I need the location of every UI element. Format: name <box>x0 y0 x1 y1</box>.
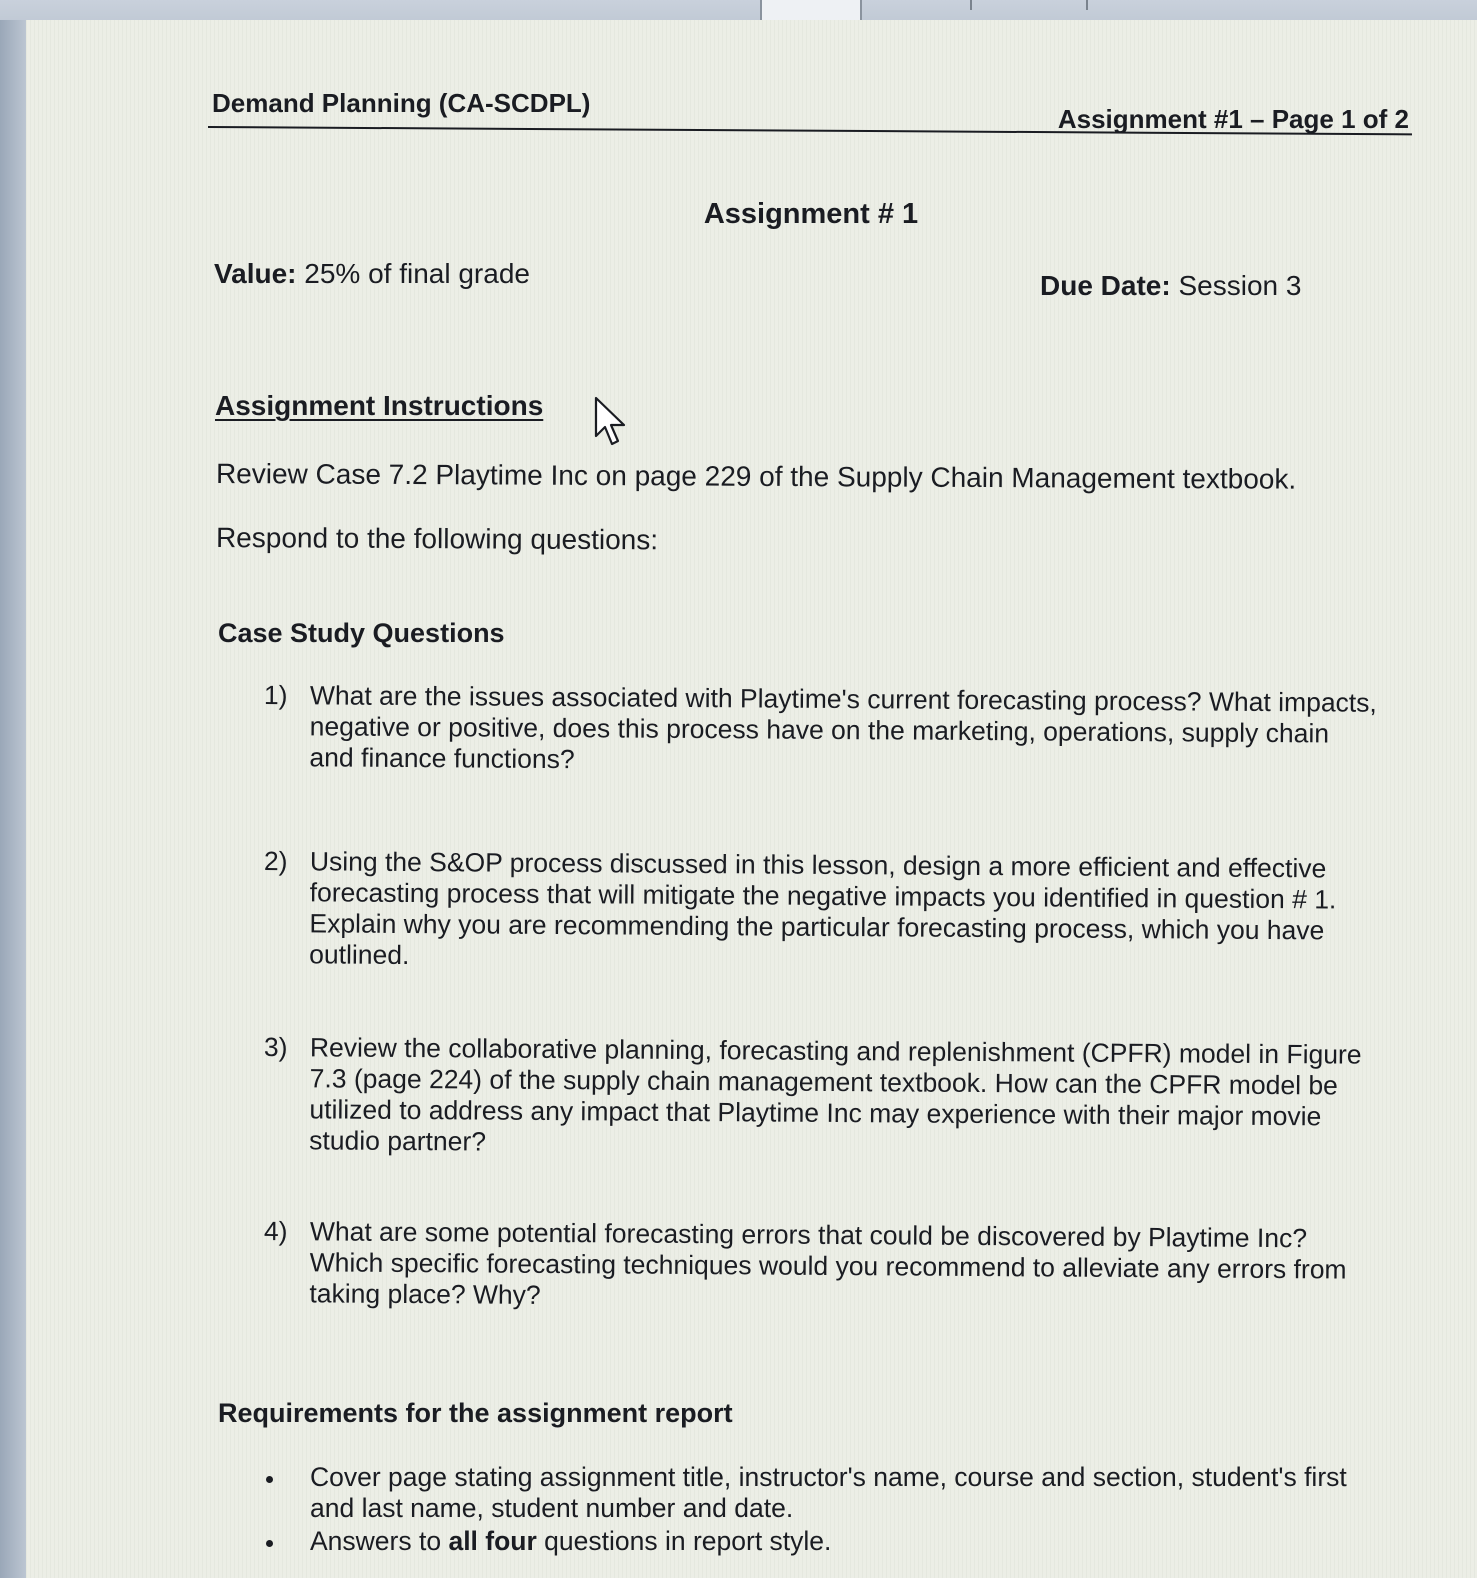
requirement-text-end: questions in report style. <box>536 1526 832 1556</box>
question-number: 1) <box>263 680 288 711</box>
header-course: Demand Planning (CA-SCDPL) <box>212 88 591 118</box>
header-page-label: Assignment #1 – Page 1 of 2 <box>1057 104 1409 134</box>
value-label: Value: <box>214 258 297 289</box>
value-line <box>214 258 530 290</box>
bullet-icon <box>266 1540 273 1547</box>
question-text: What are the issues associated with Playtime's current forecasting process? What impacts, negative or positive, does this process have on the marketing, operations, supply chain and finance functions? <box>309 680 1377 775</box>
left-gutter <box>0 20 26 1578</box>
requirement-emphasis: all four <box>448 1526 537 1556</box>
document-title: Assignment # 1 <box>703 198 919 230</box>
review-paragraph: Review Case 7.2 Playtime Inc on page 229 of the Supply Chain Management textbook. <box>215 458 1297 495</box>
respond-paragraph: Respond to the following questions: <box>215 522 659 556</box>
question-text: Review the collaborative planning, forecasting and replenishment (CPFR) model in Figure 7.3 (page 224) of the supply chain management textbook. How can the CPFR model be utilized to address any impact that Playtime Inc may experience with their major movie studio partner? <box>309 1032 1362 1157</box>
question-item <box>263 846 1379 978</box>
case-study-heading: Case Study Questions <box>218 618 505 648</box>
value-text: 25% of final grade <box>304 258 530 289</box>
instructions-heading: Assignment Instructions <box>215 390 544 421</box>
toolbar-divider <box>1086 0 1088 10</box>
due-date-text: Session 3 <box>1178 270 1302 301</box>
requirement-text-start: Answers to <box>310 1526 449 1556</box>
question-number: 3) <box>263 1032 288 1063</box>
bullet-icon <box>266 1476 273 1483</box>
due-date-label: Due Date: <box>1040 270 1171 301</box>
requirement-item <box>264 1462 1379 1524</box>
toolbar-divider <box>970 0 972 10</box>
question-text: Using the S&OP process discussed in this lesson, design a more efficient and effective forecasting process that will mitigate the negative impacts you identified in question # 1. Explain why you are recommending the particular forecasting process, which you have outlined. <box>309 846 1337 971</box>
requirements-heading: Requirements for the assignment report <box>218 1398 733 1428</box>
mouse-pointer-icon <box>594 396 628 448</box>
question-item <box>263 680 1379 781</box>
due-date-line <box>1040 270 1301 302</box>
requirement-text: Cover page stating assignment title, instructor's name, course and section, student's first and last name, student number and date. <box>310 1462 1347 1523</box>
document-page <box>26 20 1477 1578</box>
cut-off-text-line <box>264 1562 784 1578</box>
requirements-list <box>264 1462 1379 1559</box>
question-number: 4) <box>263 1216 288 1247</box>
question-number: 2) <box>263 846 288 877</box>
question-item <box>263 1032 1379 1164</box>
question-item <box>263 1216 1379 1317</box>
question-text: What are some potential forecasting errors that could be discovered by Playtime Inc? Which specific forecasting techniques would you recommend to alleviate any errors from taking place? Why? <box>309 1216 1347 1310</box>
requirement-text <box>310 1526 1379 1557</box>
requirement-item <box>264 1526 1379 1557</box>
